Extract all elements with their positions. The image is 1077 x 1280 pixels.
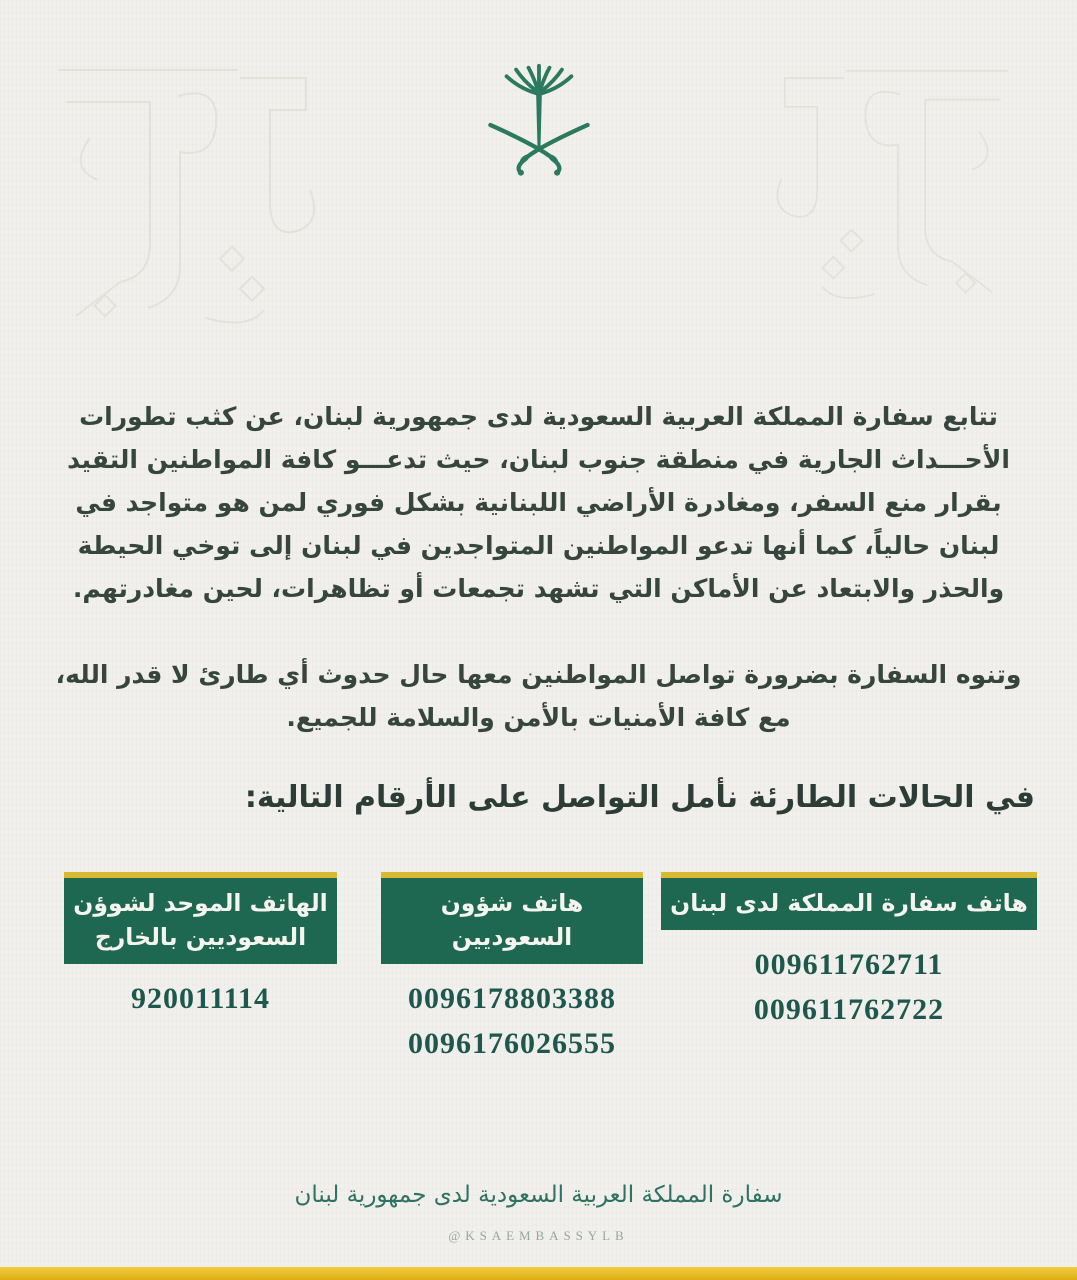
- contact-card-saudi-affairs-phone: [381, 872, 643, 1066]
- footer-social-handle: @KSAEMBASSYLB: [448, 1228, 629, 1243]
- emergency-contact-heading: في الحالات الطارئة نأمل التواصل على الأرقام التالية:: [244, 780, 1035, 816]
- contact-card-title-bar: [64, 872, 337, 964]
- phone-number: 0096178803388: [408, 982, 616, 1016]
- phone-number: 920011114: [130, 982, 271, 1016]
- contact-card-numbers: [64, 976, 337, 1021]
- phone-number: 0096176026555: [408, 1027, 616, 1061]
- contact-card-title-line-1: الهاتف الموحد لشوؤن: [73, 889, 328, 917]
- contact-card-title: هاتف شؤون السعوديين: [440, 889, 584, 952]
- contact-card-numbers: [661, 942, 1037, 1032]
- watermark-calligraphy-left: [28, 18, 328, 338]
- contact-card-numbers: [381, 976, 643, 1066]
- watermark-calligraphy-right: [765, 8, 1035, 328]
- contact-numbers-section: [64, 872, 1037, 1066]
- announcement-paragraph-1: تتابع سفارة المملكة العربية السعودية لدى جمهورية لبنان، عن كثب تطورات الأحـــداث الجارية في منطقة جنوب لبنان، حيث تدعـــو كافة المواطنين التقيد بقرار منع السفر، ومغادرة الأراضي اللبنانية بشكل فوري لمن هو متواجد في لبنان حالياً، كما أنها تدعو المواطنين المتواجدين في لبنان إلى توخي الحيطة والحذر والابتعاد عن الأماكن التي تشهد تجمعات أو تظاهرات، لحين مغادرتهم.: [67, 402, 1010, 603]
- contact-card-embassy-phone: [661, 872, 1037, 1032]
- phone-number: 009611762711: [754, 948, 944, 982]
- contact-card-title-bar: [661, 872, 1037, 930]
- contact-card-title-bar: [381, 872, 643, 964]
- saudi-emblem-palm-swords-icon: [480, 62, 598, 186]
- announcement-paragraph-2: وتنوه السفارة بضرورة تواصل المواطنين معها حال حدوث أي طارئ لا قدر الله، مع كافة الأمنيات بالأمن والسلامة للجميع.: [55, 660, 1022, 732]
- phone-number: 009611762722: [753, 993, 945, 1027]
- contact-card-title-line-2: السعوديين بالخارج: [94, 923, 307, 952]
- contact-card-title: هاتف سفارة المملكة لدى لبنان: [670, 889, 1028, 917]
- bottom-gold-bar: [0, 1267, 1077, 1280]
- contact-card-unified-phone-abroad: [64, 872, 337, 1021]
- footer-embassy-name: سفارة المملكة العربية السعودية لدى جمهورية لبنان: [294, 1182, 783, 1208]
